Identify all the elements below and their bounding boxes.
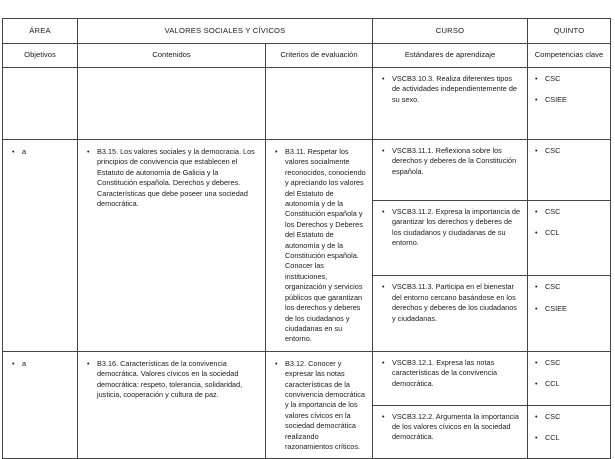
col-competencias: Competencias clave — [528, 44, 611, 68]
bullet-mark: • — [12, 147, 15, 156]
contenido-item-text: B3.15. Los valores sociales y la democracia. Los principios de convivencia que establecen el Estatuto de autonomía de Galicia y la Constitución española. Derechos y deberes. Características que debe poseer una sociedad democrática. — [97, 147, 255, 209]
objetivo-item-text: a — [22, 147, 27, 156]
col-criterios: Criterios de evaluación — [266, 44, 373, 68]
criterio-item-text: B3.11. Respetar los valores socialmente reconocidos, conociendo y apreciando los valores del Estatuto de autonomía y de la Constitución española y los Derechos y Deberes del Estatuto de autonomía y de la Constitución española. Conocer las instituciones, organización y servicios públicos que garantizan los derechos y deberes de los ciudadanos y ciudadanas en su entorno. — [285, 147, 366, 344]
contenido-item — [84, 359, 259, 401]
curso-value: QUINTO — [528, 19, 611, 44]
contenido-cell — [78, 351, 266, 459]
criterio-item — [272, 359, 366, 453]
contenido-cell — [78, 68, 266, 140]
criterio-wrap — [266, 68, 372, 81]
bullet-mark: • — [535, 357, 538, 367]
competencia-item-text: CCL — [545, 379, 560, 389]
competencia-item-text: CSIEE — [545, 95, 567, 105]
estandar-wrap — [373, 140, 527, 183]
competencias-cell — [528, 351, 611, 405]
estandar-item-text: VSCB3.11.2. Expresa la importancia de garantizar los derechos y deberes de los ciudadanos y ciudadanas de su entorno. — [392, 207, 521, 248]
competencias-wrap — [528, 406, 610, 444]
competencia-item-text: CSC — [545, 282, 561, 292]
content-row — [3, 140, 611, 201]
bullet-mark: • — [535, 74, 538, 83]
bullet-mark: • — [275, 147, 278, 156]
subject-header: VALORES SOCIALES Y CÍVICOS — [78, 19, 373, 44]
contenido-wrap — [78, 68, 265, 81]
objetivo-item — [9, 147, 71, 157]
criterio-item — [272, 147, 366, 345]
header-row — [3, 19, 611, 44]
competencia-item — [532, 412, 606, 422]
contenido-wrap — [78, 352, 265, 407]
column-header-row — [3, 44, 611, 68]
criterio-wrap — [266, 352, 372, 459]
competencias-wrap — [528, 140, 610, 156]
competencias-cell — [528, 140, 611, 201]
estandar-item-text: VSCB3.12.1. Expresa las notas características de la convivencia democrática. — [392, 357, 498, 388]
bullet-mark: • — [535, 282, 538, 292]
col-contenidos: Contenidos — [78, 44, 266, 68]
estandar-item — [379, 358, 521, 389]
col-estandares: Estándares de aprendizaje — [373, 44, 528, 68]
estandar-item-text: VSCB3.11.1. Reflexiona sobre los derechos y deberes de la Constitución española. — [392, 146, 517, 176]
estandar-item-text: VSCB3.10.3. Realiza diferentes tipos de actividades independientemente de su sexo. — [392, 74, 517, 104]
competencia-item — [532, 282, 606, 292]
competencias-wrap — [528, 352, 610, 390]
competencias-wrap — [528, 276, 610, 314]
competencia-item-text: CSC — [545, 207, 561, 216]
bullet-mark: • — [535, 303, 538, 313]
competencia-item — [532, 74, 606, 84]
estandar-item — [379, 282, 521, 324]
estandar-item — [379, 74, 521, 105]
estandar-wrap — [373, 201, 527, 255]
curriculum-table — [2, 18, 611, 459]
competencia-item — [532, 379, 606, 389]
competencias-wrap — [528, 68, 610, 106]
estandar-cell — [373, 405, 528, 459]
bullet-mark: • — [535, 146, 538, 155]
competencia-item — [532, 228, 606, 238]
competencia-item — [532, 146, 606, 156]
competencias-wrap — [528, 201, 610, 239]
contenido-item — [84, 147, 259, 209]
bullet-mark: • — [87, 147, 90, 156]
bullet-mark: • — [535, 379, 538, 389]
bullet-mark: • — [87, 358, 90, 368]
estandar-item — [379, 207, 521, 249]
objetivo-wrap — [3, 68, 77, 139]
competencia-item — [532, 207, 606, 217]
competencias-cell — [528, 201, 611, 276]
contenido-wrap — [78, 140, 265, 215]
estandar-cell — [373, 140, 528, 201]
competencias-cell — [528, 68, 611, 140]
col-objetivos: Objetivos — [3, 44, 78, 68]
estandar-wrap — [373, 352, 527, 395]
objetivo-item — [9, 359, 71, 369]
bullet-mark: • — [275, 358, 278, 368]
competencia-item-text: CSC — [545, 146, 561, 155]
competencia-item — [532, 433, 606, 443]
competencia-item-text: CSC — [545, 357, 561, 367]
estandar-item — [379, 146, 521, 177]
bullet-mark: • — [382, 74, 385, 83]
objetivo-wrap — [3, 140, 77, 163]
bullet-mark: • — [535, 411, 538, 421]
bullet-mark: • — [535, 95, 538, 105]
bullet-mark: • — [382, 411, 385, 421]
estandar-wrap — [373, 276, 527, 330]
competencia-item — [532, 95, 606, 105]
criterio-cell — [266, 351, 373, 459]
criterio-wrap — [266, 140, 372, 351]
area-header: ÁREA — [3, 19, 78, 44]
competencia-item-text: CSC — [545, 411, 561, 421]
bullet-mark: • — [382, 207, 385, 216]
bullet-mark: • — [535, 432, 538, 442]
estandar-item-text: VSCB3.11.3. Participa en el bienestar del entorno cercano basándose en los derechos y deberes de los ciudadanos y ciudadanas. — [392, 282, 517, 323]
curso-header: CURSO — [373, 19, 528, 44]
competencias-cell — [528, 276, 611, 351]
estandar-cell — [373, 68, 528, 140]
estandar-cell — [373, 201, 528, 276]
contenido-cell — [78, 140, 266, 352]
curriculum-table-body — [3, 19, 611, 459]
objetivo-cell — [3, 351, 78, 459]
criterio-cell — [266, 140, 373, 352]
competencia-item-text: CCL — [545, 432, 560, 442]
competencia-item-text: CSC — [545, 74, 561, 83]
content-row — [3, 68, 611, 140]
competencia-item-text: CCL — [545, 228, 560, 238]
objetivo-cell — [3, 140, 78, 352]
objetivo-item-text: a — [22, 358, 27, 368]
criterio-cell — [266, 68, 373, 140]
bullet-mark: • — [535, 228, 538, 238]
bullet-mark: • — [382, 146, 385, 155]
criterio-item-text: B3.12. Conocer y expresar las notas características de la convivencia democrática y la importancia de los valores cívicos en la sociedad democrática realizando razonamientos críticos. — [285, 358, 365, 451]
contenido-item-text: B3.16. Características de la convivencia democrática. Valores cívicos en la sociedad democrática: respeto, tolerancia, solidaridad, justicia, cooperación y cultura de paz. — [97, 358, 243, 399]
estandar-item — [379, 412, 521, 443]
bullet-mark: • — [382, 357, 385, 367]
estandar-wrap — [373, 68, 527, 111]
competencias-cell — [528, 405, 611, 459]
objetivo-cell — [3, 68, 78, 140]
content-row — [3, 351, 611, 405]
estandar-cell — [373, 351, 528, 405]
bullet-mark: • — [535, 207, 538, 216]
estandar-cell — [373, 276, 528, 351]
estandar-item-text: VSCB3.12.2. Argumenta la importancia de los valores cívicos en la sociedad democrática. — [392, 411, 519, 442]
bullet-mark: • — [12, 358, 15, 368]
bullet-mark: • — [382, 282, 385, 292]
competencia-item — [532, 358, 606, 368]
competencia-item — [532, 304, 606, 314]
objetivo-wrap — [3, 352, 77, 375]
estandar-wrap — [373, 406, 527, 449]
competencia-item-text: CSIEE — [545, 303, 567, 313]
